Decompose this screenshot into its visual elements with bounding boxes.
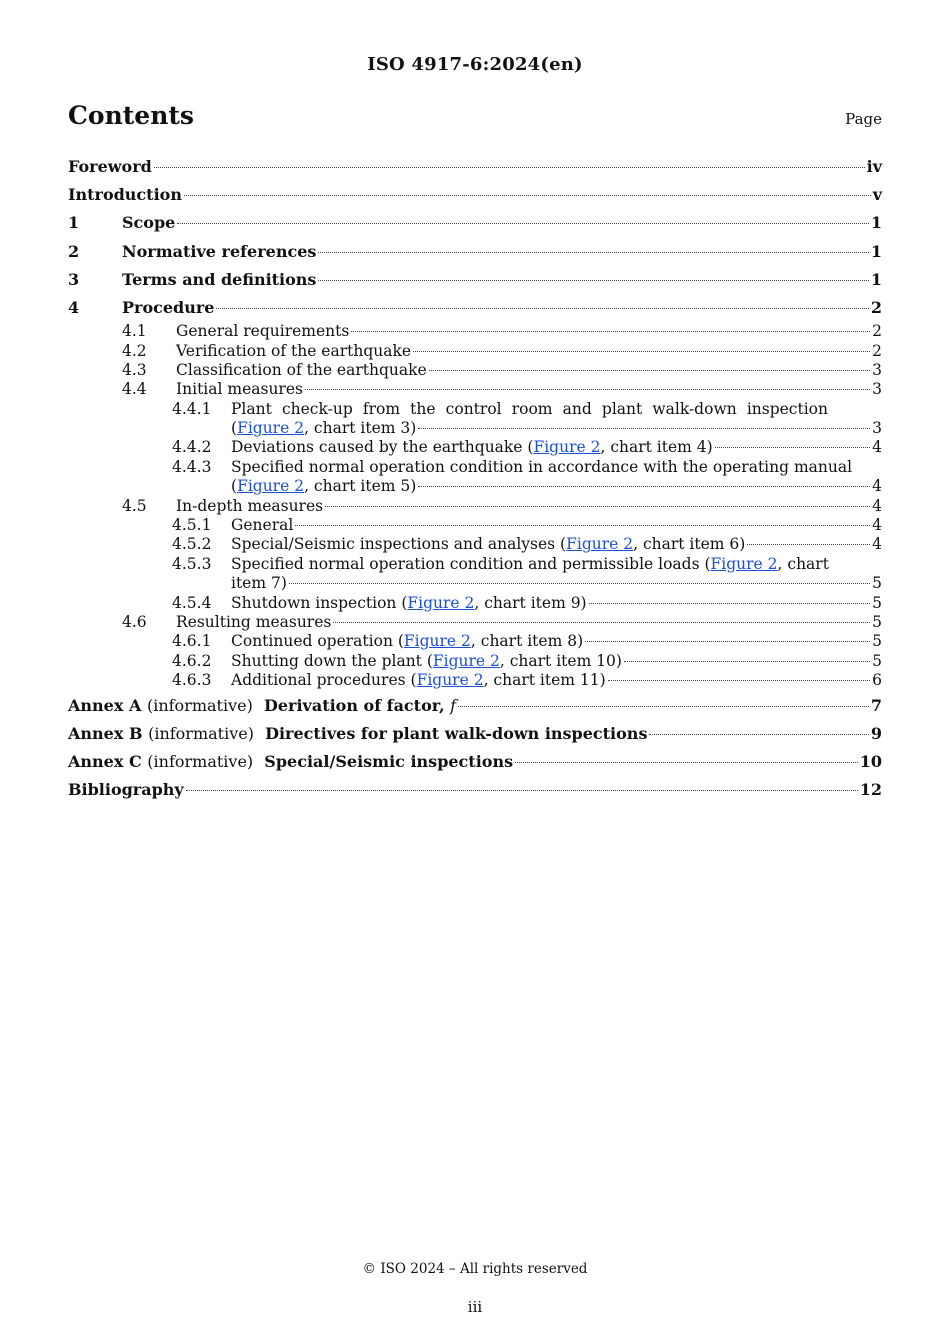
toc-entry-4-6-1[interactable] [68,632,882,651]
toc-title-continued: item 7) [231,574,287,593]
dot-leader [318,280,868,281]
toc-number: 4.3 [122,360,147,379]
toc-entry-4-5-4[interactable] [68,594,882,613]
figure-2-link[interactable]: Figure 2 [710,554,778,573]
figure-2-link[interactable]: Figure 2 [566,535,634,554]
dot-leader [418,428,870,429]
toc-title: Scope [122,213,176,233]
toc-number: 1 [68,213,80,233]
figure-2-link[interactable]: Figure 2 [407,593,475,612]
toc-entry-4-5-3[interactable] [68,555,882,574]
toc-title: Continued operation (Figure 2, chart item 8) [231,632,584,651]
toc-entry-4-5-2[interactable] [68,535,882,554]
toc-title: Initial measures [176,380,303,399]
figure-2-link[interactable]: Figure 2 [237,477,305,496]
toc-entry-4-4-1-continued[interactable] [68,419,882,438]
toc-page: 7 [870,695,882,715]
toc-page: 1 [870,213,882,233]
toc-page: 12 [859,780,882,800]
contents-title: Contents [68,101,195,130]
toc-page: 1 [870,241,882,261]
toc-number: 4 [68,297,80,317]
toc-entry-annex-c[interactable] [68,748,882,776]
toc-page: 4 [872,477,882,496]
toc-page: 2 [870,297,882,317]
dot-leader [351,331,870,332]
dot-leader [608,680,870,681]
toc-page: 9 [870,723,882,743]
toc-title: General requirements [176,322,350,341]
toc-entry-4-4-3[interactable] [68,458,882,477]
toc-title: Annex A (informative) Derivation of factor, f [68,695,457,715]
toc-page: 5 [872,574,882,593]
page-column-label: Page [845,110,882,128]
figure-2-link[interactable]: Figure 2 [533,438,601,457]
toc-title: Procedure [122,297,215,317]
toc-page: 3 [872,360,882,379]
toc-entry-4-6-2[interactable] [68,652,882,671]
toc-title-continued: (Figure 2, chart item 5) [231,477,417,496]
toc-number: 4.1 [122,322,147,341]
toc-entry-4-5-3-continued[interactable] [68,574,882,593]
toc-entry-4-1[interactable] [68,322,882,341]
toc-number: 4.6.3 [172,671,212,690]
dot-leader [649,734,868,735]
dot-leader [429,370,870,371]
toc-entry-annex-b[interactable] [68,720,882,748]
toc-number: 4.5 [122,496,147,515]
figure-2-link[interactable]: Figure 2 [416,671,484,690]
toc-title-continued: (Figure 2, chart item 3) [231,419,417,438]
toc-page: 3 [872,380,882,399]
dot-leader [515,762,858,763]
toc-page: 4 [872,516,882,535]
toc-title: Annex B (informative) Directives for plant walk-down inspections [68,723,648,743]
dot-leader [418,486,870,487]
toc-entry-4-4-1[interactable] [68,400,882,419]
toc-number: 4.5.2 [172,535,212,554]
page-number: iii [467,1298,483,1316]
toc-entry-4-4-3-continued[interactable] [68,477,882,496]
toc-page: 1 [870,269,882,289]
toc-page: 4 [872,438,882,457]
dot-leader [318,252,868,253]
toc-title: Normative references [122,241,317,261]
toc-title: Specified normal operation condition and permissible loads (Figure 2, chart [231,554,829,573]
toc-entry-4-6-3[interactable] [68,671,882,690]
toc-title: Foreword [68,157,152,176]
toc-title: Terms and definitions [122,269,317,289]
table-of-contents [68,153,882,804]
toc-entry-introduction[interactable] [68,181,882,209]
toc-title: Shutting down the plant (Figure 2, chart item 10) [231,651,622,670]
toc-page: 6 [872,671,882,690]
toc-page: 2 [872,341,882,360]
dot-leader [624,661,870,662]
toc-title: Shutdown inspection (Figure 2, chart item 9) [231,593,587,612]
figure-2-link[interactable]: Figure 2 [432,651,500,670]
toc-entry-annex-a[interactable] [68,692,882,720]
toc-page: v [872,185,882,205]
dot-leader [305,389,870,390]
copyright-notice: © ISO 2024 – All rights reserved [362,1261,588,1277]
toc-title: Introduction [68,185,182,205]
toc-entry-terms-definitions[interactable] [68,266,882,294]
toc-page: 2 [872,322,882,341]
figure-2-link[interactable]: Figure 2 [237,419,305,438]
toc-page: 4 [872,496,882,515]
toc-entry-4-5-1[interactable] [68,516,882,535]
toc-number: 4.4.2 [172,438,212,457]
dot-leader [458,706,869,707]
toc-entry-foreword[interactable] [68,153,882,181]
toc-entry-4-4-2[interactable] [68,438,882,457]
dot-leader [325,506,870,507]
toc-entry-normative-references[interactable] [68,238,882,266]
toc-page: 5 [872,651,882,670]
dot-leader [747,544,870,545]
toc-page: 5 [872,612,882,631]
toc-entry-4-6[interactable] [68,613,882,632]
toc-number: 4.5.4 [172,593,212,612]
toc-number: 3 [68,269,80,289]
toc-entry-4-4[interactable] [68,380,882,399]
toc-page: 3 [872,419,882,438]
dot-leader [715,447,870,448]
dot-leader [413,351,870,352]
toc-number: 4.4 [122,380,147,399]
toc-title: General [231,516,294,535]
toc-entry-4-2[interactable] [68,342,882,361]
toc-number: 4.2 [122,341,147,360]
toc-title: Specified normal operation condition in accordance with the operating manual [231,457,853,476]
toc-number: 4.6.2 [172,651,212,670]
dot-leader [177,223,869,224]
toc-page: iv [866,157,882,176]
toc-title: Classification of the earthquake [176,360,427,379]
toc-title: Annex C (informative) Special/Seismic inspections [68,751,514,771]
toc-number: 4.4.3 [172,457,212,476]
dot-leader [333,622,870,623]
toc-page: 5 [872,593,882,612]
toc-title: Bibliography [68,780,184,800]
dot-leader [184,195,871,196]
dot-leader [186,790,858,791]
toc-entry-procedure[interactable] [68,294,882,322]
toc-number: 4.6 [122,612,147,631]
toc-page: 10 [859,751,882,771]
dot-leader [154,167,865,168]
dot-leader [589,603,871,604]
toc-title: Additional procedures (Figure 2, chart item 11) [231,671,606,690]
toc-title: Plant check-up from the control room and plant walk-down inspection [231,399,828,418]
toc-number: 2 [68,241,80,261]
toc-page: 5 [872,632,882,651]
toc-number: 4.5.1 [172,516,212,535]
toc-number: 4.4.1 [172,399,212,418]
figure-2-link[interactable]: Figure 2 [403,632,471,651]
toc-entry-4-3[interactable] [68,361,882,380]
toc-number: 4.6.1 [172,632,212,651]
toc-title: Special/Seismic inspections and analyses (Figure 2, chart item 6) [231,535,746,554]
toc-entry-bibliography[interactable] [68,776,882,804]
toc-entry-scope[interactable] [68,209,882,237]
toc-number: 4.5.3 [172,554,212,573]
toc-title: Resulting measures [176,612,332,631]
dot-leader [289,583,870,584]
toc-title: Verification of the earthquake [176,341,412,360]
document-id: ISO 4917-6:2024(en) [367,54,583,75]
dot-leader [216,308,868,309]
toc-title: Deviations caused by the earthquake (Figure 2, chart item 4) [231,438,713,457]
toc-page: 4 [872,535,882,554]
toc-entry-4-5[interactable] [68,497,882,516]
dot-leader [585,641,870,642]
toc-title: In-depth measures [176,496,324,515]
dot-leader [295,525,870,526]
